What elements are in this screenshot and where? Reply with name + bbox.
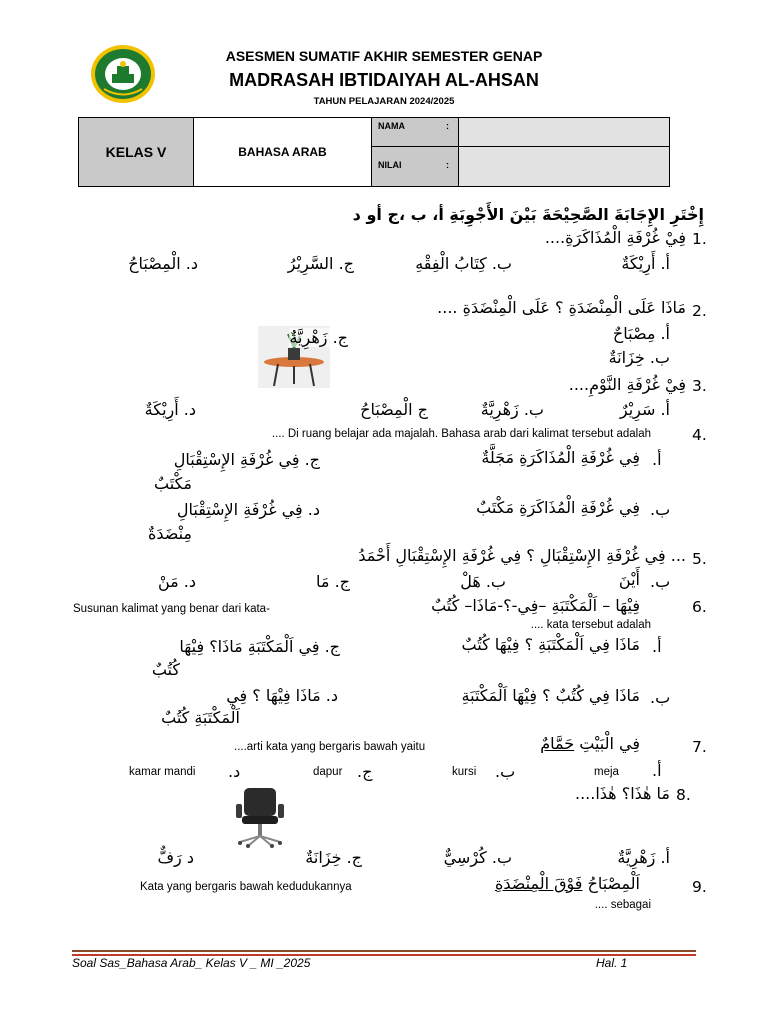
q1-option-c[interactable]: ج. السَّرِيْرُ: [287, 254, 354, 273]
school-name: MADRASAH IBTIDAIYAH AL-AHSAN: [229, 70, 539, 90]
q6-option-c-cont: كُتُبٌ: [151, 660, 180, 679]
q7-label-c: ج.: [357, 762, 373, 781]
score-label: NILAI: [378, 160, 402, 170]
q9-underlined-phrase: فَوْقَ الْمِنْضَدَةِ: [494, 874, 583, 893]
q7-label-a: أ.: [652, 761, 662, 780]
academic-year: TAHUN PELAJARAN 2024/2025: [313, 96, 455, 107]
q9-question: Kata yang bergaris bawah kedudukannya: [140, 881, 352, 893]
q2-number: 2.: [692, 302, 707, 320]
q4-option-c[interactable]: ج. فِي غُرْفَةِ الإِسْتِقْبَالِ: [173, 450, 320, 469]
q4-option-d-cont: مِنْضَدَةٌ: [147, 524, 192, 543]
q1-number: 1.: [692, 230, 707, 248]
q8-question: مَا هٰذَا؟ هٰذَا....: [574, 784, 670, 803]
q7-label-b: ب.: [495, 762, 516, 781]
q5-label-a: ب.: [650, 572, 671, 591]
q3-option-d[interactable]: د. أَرِيْكَةٌ: [144, 400, 196, 419]
q5-number: 5.: [692, 550, 707, 568]
score-label-cell: [372, 147, 459, 187]
q4-label-a: أ.: [652, 450, 662, 469]
score-colon: :: [446, 160, 449, 170]
q9-number: 9.: [692, 878, 707, 896]
q3-option-c[interactable]: ج الْمِصْبَاحُ: [360, 400, 428, 419]
q5-option-b[interactable]: ب. هَلْ: [460, 572, 506, 591]
q6-question: Susunan kalimat yang benar dari kata-: [73, 603, 270, 615]
q6-label-a: أ.: [652, 637, 662, 656]
q4-label-b: ب.: [650, 500, 671, 519]
student-info-table: [78, 117, 670, 187]
q2-question: مَاذَا عَلَى الْمِنْضَدَةِ ؟ عَلَى الْمِنْضَدَةِ ....: [437, 298, 686, 317]
q9-arabic-pre: اَلْمِصْبَاحُ: [587, 874, 640, 893]
q6-number: 6.: [692, 598, 707, 616]
name-colon: :: [446, 121, 449, 131]
q8-option-d[interactable]: د رَفٌّ: [157, 848, 194, 867]
q6-option-a[interactable]: مَاذَا فِي اَلْمَكْتَبَةِ ؟ فِيْهَا كُتُبٌ: [461, 635, 640, 654]
q7-option-c[interactable]: dapur: [313, 766, 343, 778]
q7-underlined-word: حَمَّامٌ: [540, 734, 575, 753]
footer-page-number: Hal. 1: [596, 956, 628, 970]
q7-arabic: [540, 734, 640, 753]
q4-option-c-cont: مَكْتَبٌ: [154, 474, 192, 493]
q2-option-b[interactable]: ب. خِزَانَةٌ: [608, 348, 670, 367]
q3-option-a[interactable]: أ. سَرِيْرٌ: [619, 400, 670, 419]
name-label: NAMA: [378, 121, 405, 131]
q4-option-a[interactable]: فِي غُرْفَةِ الْمُذَاكَرَةِ مَجَلَّةٌ: [481, 448, 640, 467]
q4-number: 4.: [692, 426, 707, 444]
q3-option-b[interactable]: ب. زَهْرِيَّةٌ: [480, 400, 544, 419]
q2-option-a[interactable]: أ. مِصْبَاحٌ: [612, 324, 670, 343]
q1-option-d[interactable]: د. الْمِصْبَاحُ: [128, 254, 198, 273]
q7-option-a[interactable]: meja: [594, 766, 619, 778]
q2-option-c[interactable]: ج. زَهْرِيَّةٌ: [289, 328, 348, 347]
q7-option-b[interactable]: kursi: [452, 766, 477, 778]
q9-arabic: [495, 874, 640, 893]
q8-number: 8.: [676, 786, 691, 804]
q8-option-a[interactable]: أ. زَهْرِيَّةٌ: [617, 848, 670, 867]
q7-arabic-pre: فِي الْبَيْتِ: [579, 734, 640, 753]
q6-option-d-cont: اَلْمَكْتَبَةِ كُتُبٌ: [161, 708, 240, 727]
instruction-text: إِخْتَرِ الإِجَابَةَ الصَّحِيْحَةَ بَيْنَ الأَجْوِبَةِ أ، ب ،ج أو د: [352, 205, 704, 224]
q8-option-b[interactable]: ب. كُرْسِيٌّ: [443, 848, 512, 867]
q1-option-b[interactable]: ب. كِتَابُ الْفِقْهِ: [415, 254, 512, 273]
name-label-cell: [372, 118, 459, 147]
office-chair-icon: [234, 786, 286, 848]
q5-question: ... فِي غُرْفَةِ الإِسْتِقْبَالِ ؟ فِي غُرْفَةِ الإِسْتِقْبَالِ أَحْمَدُ: [358, 546, 686, 565]
q4-option-d[interactable]: د. فِي غُرْفَةِ الإِسْتِقْبَالِ: [176, 500, 320, 519]
q9-question-cont: .... sebagai: [594, 899, 651, 911]
q3-number: 3.: [692, 377, 707, 395]
q3-question: فِيْ غُرْفَةِ النَّوْمِ....: [568, 375, 686, 394]
subject-cell: BAHASA ARAB: [194, 118, 372, 187]
q7-option-d[interactable]: kamar mandi: [129, 766, 196, 778]
q8-option-c[interactable]: ج. خِزَانَةٌ: [305, 848, 362, 867]
q6-words: فِيْهَا – اَلْمَكْتَبَةِ –فِي-؟-مَاذَا– كُتُبٌ: [431, 596, 640, 615]
q5-option-c[interactable]: ج. مَا: [316, 572, 350, 591]
exam-title: ASESMEN SUMATIF AKHIR SEMESTER GENAP: [225, 48, 543, 64]
q1-option-a[interactable]: أ. أَرِيْكَةٌ: [621, 254, 670, 273]
q1-question: فِيْ غُرْفَةِ الْمُذَاكَرَةِ....: [544, 228, 686, 247]
q6-question-cont: .... kata tersebut adalah: [530, 619, 651, 631]
q4-option-b[interactable]: فِي غُرْفَةِ الْمُذَاكَرَةِ مَكْتَبٌ: [476, 498, 640, 517]
q7-label-d: د.: [228, 762, 241, 781]
q4-question: .... Di ruang belajar ada majalah. Bahasa arab dari kalimat tersebut adalah: [271, 428, 651, 440]
footer-doc-id: Soal Sas_Bahasa Arab_ Kelas V _ MI _2025: [72, 956, 311, 970]
name-field[interactable]: [459, 118, 670, 147]
q5-option-a[interactable]: أَيْنَ: [618, 570, 640, 589]
q6-option-d[interactable]: د. مَاذَا فِيْهَا ؟ فِي: [226, 686, 338, 705]
q6-label-b: ب.: [650, 688, 671, 707]
class-cell: KELAS V: [79, 118, 194, 187]
score-field[interactable]: [459, 147, 670, 187]
q6-option-c[interactable]: ج. فِي اَلْمَكْتَبَةِ مَاذَا؟ فِيْهَا: [179, 637, 340, 656]
q7-number: 7.: [692, 738, 707, 756]
q5-option-d[interactable]: د. مَنْ: [157, 572, 196, 591]
q6-option-b[interactable]: مَاذَا فِي كُتُبٌ ؟ فِيْهَا اَلْمَكْتَبَةِ: [461, 686, 640, 705]
q7-question: ....arti kata yang bergaris bawah yaitu: [234, 741, 426, 753]
footer-rule-top: [72, 950, 696, 952]
